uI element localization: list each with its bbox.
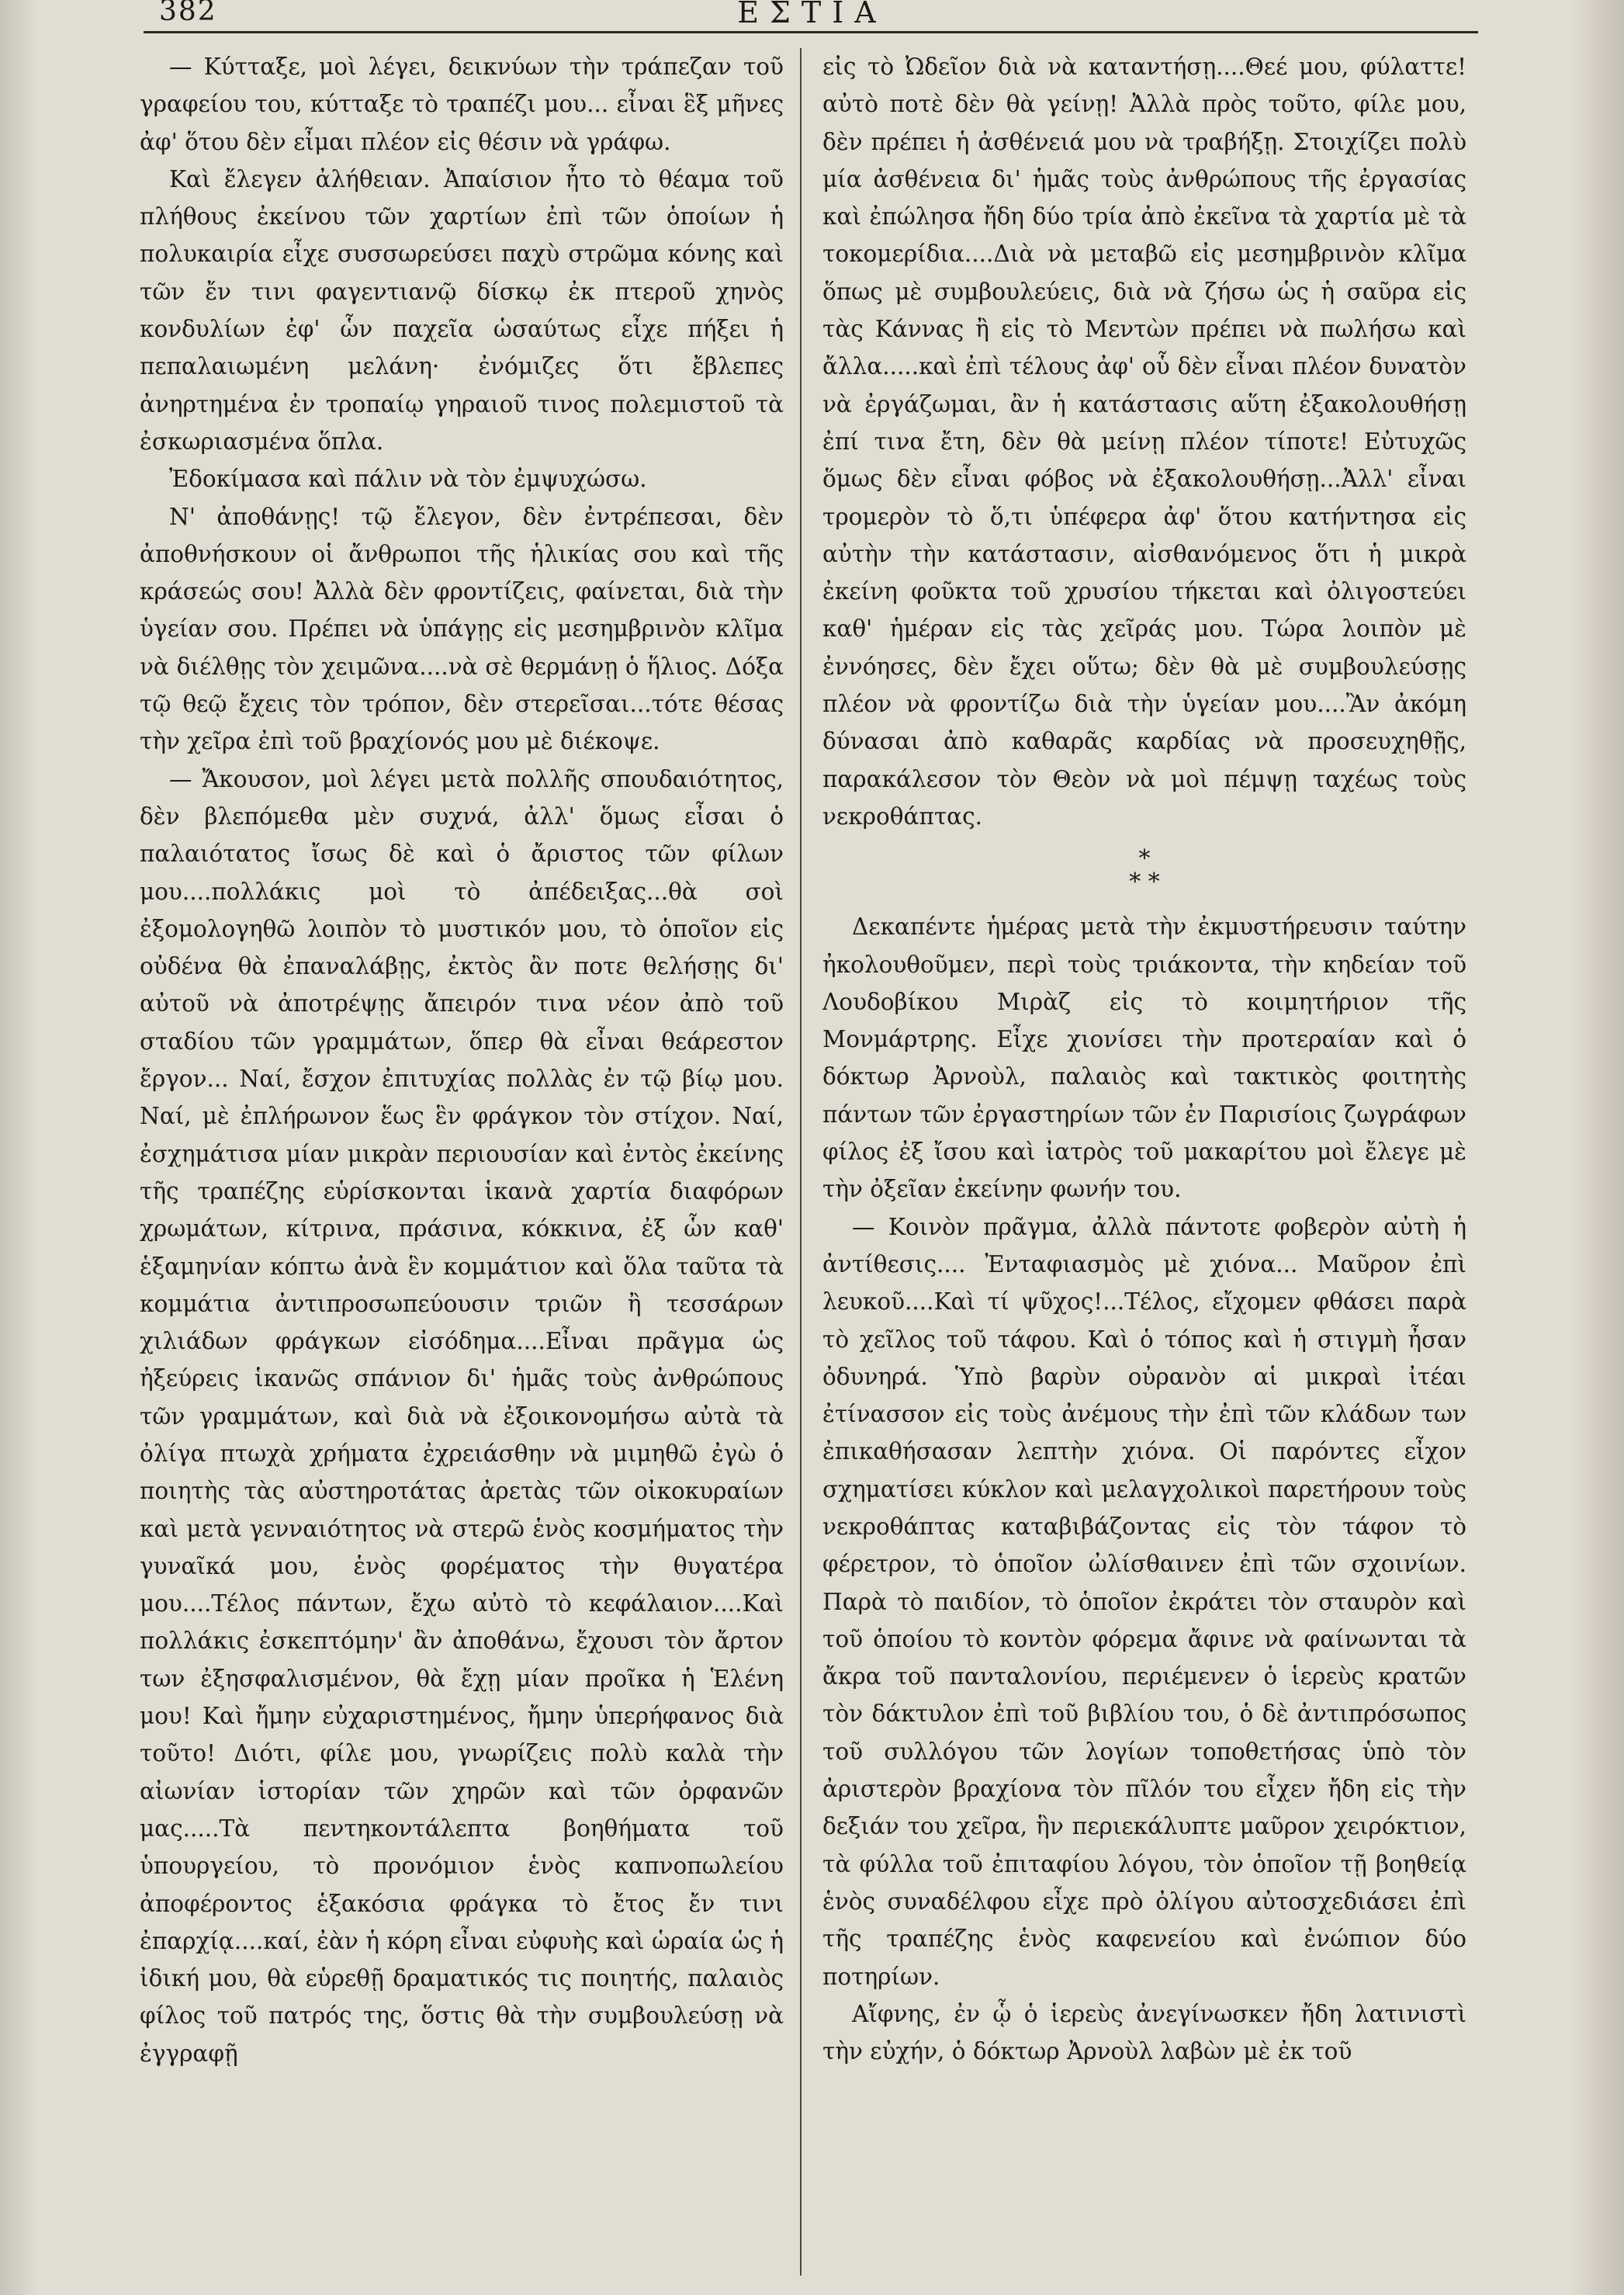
paragraph: Δεκαπέντε ἡμέρας μετὰ τὴν ἐκμυστήρευσιν ταύτην ἠκολουθοῦμεν, περὶ τοὺς τριάκοντα, τὴν κηδείαν τοῦ Λουδοβίκου Μιρὰζ εἰς τὸ κοιμητήριον τῆς Μονμάρτρης. Εἶχε χιονίσει τὴν προτεραίαν καὶ ὁ δόκτωρ Ἀρνοὺλ, παλαιὸς καὶ τακτικὸς φοιτητὴς πάντων τῶν ἐργαστηρίων τῶν ἐν Παρισίοις ζωγράφων φίλος ἐξ ἴσου καὶ ἰατρὸς τοῦ μακαρίτου μοὶ ἔλεγε μὲ τὴν ὀξεῖαν ἐκείνην φωνήν του. [822,913,1466,1203]
page-header [0,0,1624,31]
paragraph: Αἴφνης, ἐν ᾧ ὁ ἱερεὺς ἀνεγίνωσκεν ἤδη λατινιστὶ τὴν εὐχήν, ὁ δόκτωρ Ἀρνοὺλ λαβὼν μὲ ἐκ τοῦ [822,2000,1466,2065]
column-divider [800,48,802,2276]
paragraph: Ν' ἀποθάνῃς! τῷ ἔλεγον, δὲν ἐντρέπεσαι, δὲν ἀποθνήσκουν οἱ ἄνθρωποι τῆς ἡλικίας σου καὶ τῆς κράσεώς σου! Ἀλλὰ δὲν φροντίζεις, φαίνεται, διὰ τὴν ὑγείαν σου. Πρέπει νὰ ὑπάγῃς εἰς μεσημβρινὸν κλῖμα νὰ διέλθῃς τὸν χειμῶνα....νὰ σὲ θερμάνῃ ὁ ἥλιος. Δόξα τῷ θεῷ ἔχεις τὸν τρόπον, δὲν στερεῖσαι...τότε θέσας τὴν χεῖρα ἐπὶ τοῦ βραχίονός μου μὲ διέκοψε. [140,503,784,755]
binding-shadow [0,0,39,2295]
paragraph: — Κύτταξε, μοὶ λέγει, δεικνύων τὴν τράπεζαν τοῦ γραφείου του, κύτταξε τὸ τραπέζι μου... εἶναι ἓξ μῆνες ἀφ' ὅτου δὲν εἶμαι πλέον εἰς θέσιν νὰ γράφω. [140,54,784,155]
running-title: ΕΣΤΙΑ [737,0,887,29]
asterisk-top: * [1138,845,1151,873]
paragraph: εἰς τὸ Ὠδεῖον διὰ νὰ καταντήσῃ....Θεέ μου, φύλαττε! αὐτὸ ποτὲ δὲν θὰ γείνῃ! Ἀλλὰ πρὸς τοῦτο, φίλε μου, δὲν πρέπει ἡ ἀσθένειά μου νὰ τραβήξῃ. Στοιχίζει πολὺ μία ἀσθένεια δι' ἡμᾶς τοὺς ἀνθρώπους τῆς ἐργασίας καὶ ἐπώλησα ἤδη δύο τρία ἀπὸ ἐκεῖνα τὰ χαρτία μὲ τὰ τοκομερίδια....Διὰ νὰ μεταβῶ εἰς μεσημβρινὸν κλῖμα ὅπως μὲ συμβουλεύεις, διὰ νὰ ζήσω ὡς ἡ σαῦρα εἰς τὰς Κάννας ἢ εἰς τὸ Μεντὼν πρέπει νὰ πωλήσω καὶ ἄλλα.....καὶ ἐπὶ τέλους ἀφ' οὗ δὲν εἶναι πλέον δυνατὸν νὰ ἐργάζωμαι, ἂν ἡ κατάστασις αὕτη ἐξακολουθήσῃ ἐπί τινα ἔτη, δὲν θὰ μείνῃ πλέον τίποτε! Εὐτυχῶς ὅμως δὲν εἶναι φόβος νὰ ἐξακολουθήσῃ...Ἀλλ' εἶναι τρομερὸν τὸ ὅ,τι ὑπέφερα ἀφ' ὅτου κατήντησα εἰς αὐτὴν τὴν κατάστασιν, αἰσθανόμενος ὅτι ἡ μικρὰ ἐκείνη φοῦκτα τοῦ χρυσίου τήκεται καὶ ὀλιγοστεύει καθ' ἡμέραν εἰς τὰς χεῖράς μου. Τώρα λοιπὸν μὲ ἐννόησες, δὲν ἔχει οὕτω; δὲν θὰ μὲ συμβουλεύσῃς πλέον νὰ φροντίζω διὰ τὴν ὑγείαν μου....Ἂν ἀκόμη δύνασαι ἀπὸ καθαρᾶς καρδίας νὰ προσευχηθῇς, παρακάλεσον τὸν Θεὸν νὰ μοὶ πέμψῃ ταχέως τοὺς νεκροθάπτας. [822,54,1466,830]
paragraph: Καὶ ἔλεγεν ἀλήθειαν. Ἀπαίσιον ἦτο τὸ θέαμα τοῦ πλήθους ἐκείνου τῶν χαρτίων ἐπὶ τῶν ὁποίων ἡ πολυκαιρία εἶχε συσσωρεύσει παχὺ στρῶμα κόνης καὶ τῶν ἔν τινι φαγεντιανῷ δίσκῳ ἐκ πτεροῦ χηνὸς κονδυλίων ἐφ' ὧν παχεῖα ὡσαύτως εἶχε πήξει ἡ πεπαλαιωμένη μελάνη· ἐνόμιζες ὅτι ἔβλεπες ἀνηρτημένα ἐν τροπαίῳ γηραιοῦ τινος πολεμιστοῦ τὰ ἐσκωριασμένα ὅπλα. [140,165,784,455]
paragraph: — Κοινὸν πρᾶγμα, ἀλλὰ πάντοτε φοβερὸν αὐτὴ ἡ ἀντίθεσις.... Ἐνταφιασμὸς μὲ χιόνα... Μαῦρον ἐπὶ λευκοῦ....Καὶ τί ψῦχος!...Τέλος, εἴχομεν φθάσει παρὰ τὸ χεῖλος τοῦ τάφου. Καὶ ὁ τόπος καὶ ἡ στιγμὴ ἦσαν ὀδυνηρά. Ὑπὸ βαρὺν οὐρανὸν αἱ μικραὶ ἰτέαι ἐτίνασσον εἰς τοὺς ἀνέμους τὴν ἐπὶ τῶν κλάδων των ἐπικαθήσασαν λεπτὴν χιόνα. Οἱ παρόντες εἶχον σχηματίσει κύκλον καὶ μελαγχολικοὶ παρετήρουν τοὺς νεκροθάπτας καταβιβάζοντας εἰς τὸν τάφον τὸ φέρετρον, τὸ ὁποῖον ὠλίσθαινεν ἐπὶ τῶν σχοινίων. Παρὰ τὸ παιδίον, τὸ ὁποῖον ἐκράτει τὸν σταυρὸν καὶ τοῦ ὁποίου τὸ κοντὸν φόρεμα ἄφινε νὰ φαίνωνται τὰ ἄκρα τοῦ πανταλονίου, περιέμενεν ὁ ἱερεὺς κρατῶν τὸν δάκτυλον ἐπὶ τοῦ βιβλίου του, ὁ δὲ ἀντιπρόσωπος τοῦ συλλόγου τῶν λογίων τοποθετήσας ὑπὸ τὸν ἀριστερὸν βραχίονα τὸν πῖλόν του εἶχεν ἤδη εἰς τὴν δεξιάν του χεῖρα, ἣν περιεκάλυπτε μαῦρον χειρόκτιον, τὰ φύλλα τοῦ ἐπιταφίου λόγου, τὸν ὁποῖον τῇ βοηθείᾳ ἑνὸς συναδέλφου εἶχε πρὸ ὀλίγου αὐτοσχεδιάσει ἐπὶ τῆς τραπέζης ἑνὸς καφενείου καὶ ἐνώπιον δύο ποτηρίων. [822,1213,1466,1990]
asterisk-bottom: * * [1129,868,1160,896]
page-number: 382 [159,0,217,27]
right-column [822,48,1466,2283]
header-rule [144,31,1478,33]
paragraph: — Ἄκουσον, μοὶ λέγει μετὰ πολλῆς σπουδαιότητος, δὲν βλεπόμεθα μὲν συχνά, ἀλλ' ὅμως εἶσαι ὁ παλαιότατος ἴσως δὲ καὶ ὁ ἄριστος τῶν φίλων μου....πολλάκις μοὶ τὸ ἀπέδειξας...θὰ σοὶ ἐξομολογηθῶ λοιπὸν τὸ μυστικόν μου, τὸ ὁποῖον εἰς οὐδένα θὰ ἐπαναλάβῃς, ἐκτὸς ἂν ποτε θελήσῃς δι' αὐτοῦ νὰ ἀποτρέψῃς ἄπειρόν τινα νέον ἀπὸ τοῦ σταδίου τῶν γραμμάτων, ὅπερ θὰ εἶναι θεάρεστον ἔργον... Ναί, ἔσχον ἐπιτυχίας πολλὰς ἐν τῷ βίῳ μου. Ναί, μὲ ἐπλήρωνον ἕως ἓν φράγκον τὸν στίχον. Ναί, ἐσχημάτισα μίαν μικρὰν περιουσίαν καὶ ἐντὸς ἐκείνης τῆς τραπέζης εὑρίσκονται ἱκανὰ χαρτία διαφόρων χρωμάτων, κίτρινα, πράσινα, κόκκινα, ἐξ ὧν καθ' ἑξαμηνίαν κόπτω ἀνὰ ἓν κομμάτιον καὶ ὅλα ταῦτα τὰ κομμάτια ἀντιπροσωπεύουσιν τριῶν ἢ τεσσάρων χιλιάδων φράγκων εἰσόδημα....Εἶναι πρᾶγμα ὡς ἠξεύρεις ἱκανῶς σπάνιον δι' ἡμᾶς τοὺς ἀνθρώπους τῶν γραμμάτων, καὶ διὰ νὰ ἐξοικονομήσω αὐτὰ τὰ ὀλίγα πτωχὰ χρήματα ἐχρειάσθην νὰ μιμηθῶ ἐγὼ ὁ ποιητὴς τὰς αὐστηροτάτας ἀρετὰς τῶν οἰκοκυραίων καὶ μετὰ γενναιότητος νὰ στερῶ ἑνὸς κοσμήματος τὴν γυναῖκά μου, ἑνὸς φορέματος τὴν θυγατέρα μου....Τέλος πάντων, ἔχω αὐτὸ τὸ κεφάλαιον....Καὶ πολλάκις ἐσκεπτόμην' ἂν ἀποθάνω, ἔχουσι τὸν ἄρτον των ἐξησφαλισμένον, θὰ ἔχῃ μίαν προῖκα ἡ Ἑλένη μου! Καὶ ἤμην εὐχαριστημένος, ἤμην ὑπερήφανος διὰ τοῦτο! Διότι, φίλε μου, γνωρίζεις πολὺ καλὰ τὴν αἰωνίαν ἱστορίαν τῶν χηρῶν καὶ τῶν ὀρφανῶν μας.....Τὰ πεντηκοντάλεπτα βοηθήματα τοῦ ὑπουργείου, τὸ προνόμιον ἑνὸς καπνοπωλείου ἀποφέροντος ἑξακόσια φράγκα τὸ ἔτος ἔν τινι ἐπαρχίᾳ....καί, ἐὰν ἡ κόρη εἶναι εὐφυὴς καὶ ὡραία ὡς ἡ ἰδική μου, θὰ εὑρεθῇ δραματικός τις ποιητής, παλαιὸς φίλος τοῦ πατρός της, ὅστις θὰ τὴν συμβουλεύσῃ νὰ ἐγγραφῇ [140,765,784,2067]
left-column [140,48,784,2283]
page-edge-shadow [1570,0,1624,2295]
section-break-asterisks [822,845,1466,896]
paragraph: Ἐδοκίμασα καὶ πάλιν νὰ τὸν ἐμψυχώσω. [169,466,647,493]
